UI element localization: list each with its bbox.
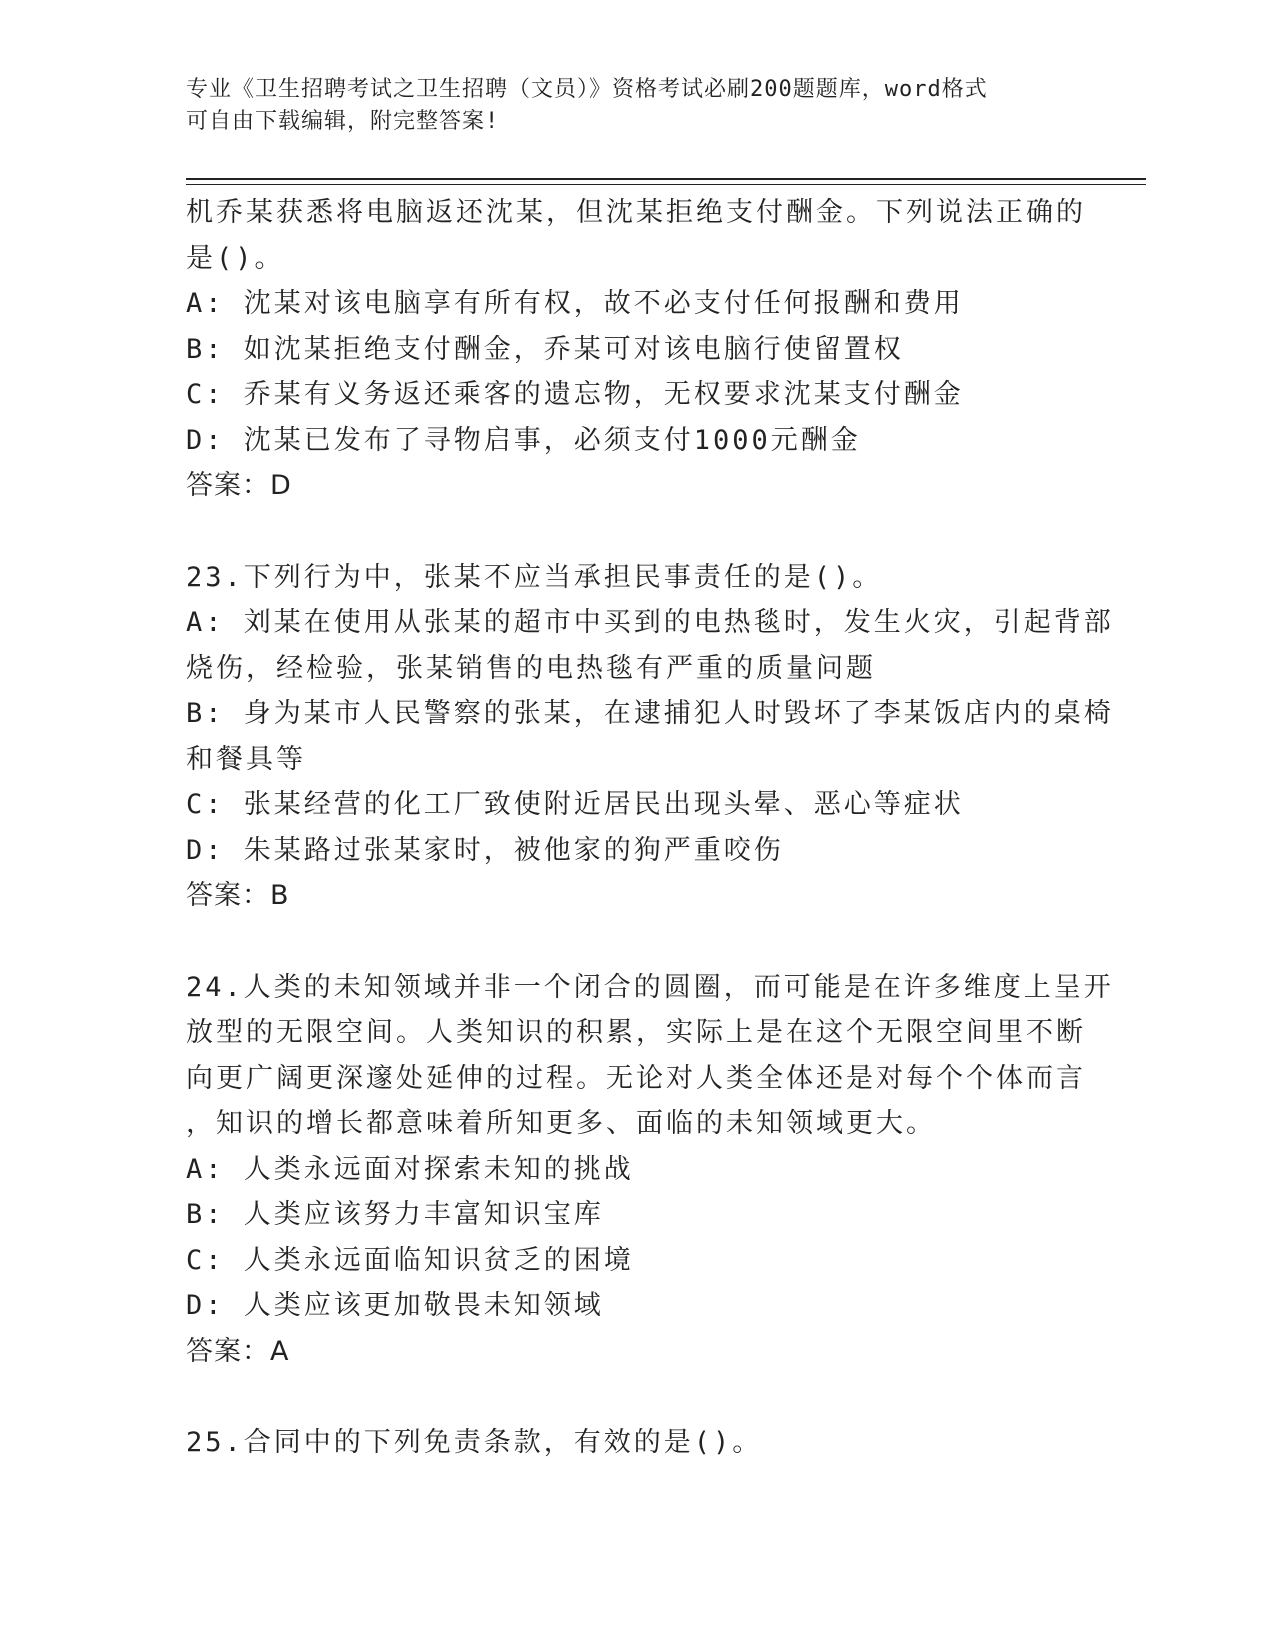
option-a-continued: 烧伤，经检验，张某销售的电热毯有严重的质量问题 bbox=[186, 652, 876, 684]
question-stem-line: 向更广阔更深邃处延伸的过程。无论对人类全体还是对每个个体而言 bbox=[186, 1062, 1086, 1094]
option-a: A: 刘某在使用从张某的超市中买到的电热毯时，发生火灾，引起背部 bbox=[186, 607, 1114, 638]
header-line-1: 专业《卫生招聘考试之卫生招聘（文员）》资格考试必刷200题题库，word格式 bbox=[186, 77, 988, 102]
option-d: D: 人类应该更加敬畏未知领域 bbox=[186, 1290, 604, 1321]
spacer bbox=[186, 1374, 1086, 1420]
question-25 bbox=[186, 1420, 1086, 1466]
answer-line: 答案：D bbox=[186, 470, 292, 501]
spacer bbox=[186, 509, 1086, 555]
option-d: D: 沈某已发布了寻物启事，必须支付1000元酬金 bbox=[186, 424, 861, 456]
document-header bbox=[186, 74, 1066, 138]
option-c: C: 乔某有义务返还乘客的遗忘物，无权要求沈某支付酬金 bbox=[186, 379, 964, 410]
header-rule-thin bbox=[186, 184, 1146, 185]
spacer bbox=[186, 919, 1086, 965]
document-body bbox=[186, 190, 1114, 1466]
question-24 bbox=[186, 965, 1114, 1375]
question-stem-line: 25.合同中的下列免责条款，有效的是()。 bbox=[186, 1427, 763, 1458]
question-stem-line: 放型的无限空间。人类知识的积累，实际上是在这个无限空间里不断 bbox=[186, 1017, 1086, 1048]
option-c: C: 人类永远面临知识贫乏的困境 bbox=[186, 1244, 634, 1276]
header-rule-thick bbox=[186, 178, 1146, 180]
option-d: D: 朱某路过张某家时，被他家的狗严重咬伤 bbox=[186, 834, 784, 866]
option-c: C: 张某经营的化工厂致使附近居民出现头晕、恶心等症状 bbox=[186, 789, 964, 820]
header-line-2: 可自由下载编辑，附完整答案! bbox=[186, 109, 500, 134]
question-stem-line: ，知识的增长都意味着所知更多、面临的未知领域更大。 bbox=[186, 1108, 936, 1139]
question-stem-line: 是()。 bbox=[186, 242, 285, 274]
option-b: B: 如沈某拒绝支付酬金，乔某可对该电脑行使留置权 bbox=[186, 333, 904, 365]
question-stem-line: 24.人类的未知领域并非一个闭合的圆圈，而可能是在许多维度上呈开 bbox=[186, 971, 1114, 1003]
option-b: B: 身为某市人民警察的张某，在逮捕犯人时毁坏了李某饭店内的桌椅 bbox=[186, 698, 1114, 729]
option-a: A: 沈某对该电脑享有所有权，故不必支付任何报酬和费用 bbox=[186, 288, 964, 319]
question-stem-line: 机乔某获悉将电脑返还沈某，但沈某拒绝支付酬金。下列说法正确的 bbox=[186, 197, 1086, 228]
question-22-continued bbox=[186, 190, 1086, 509]
answer-line: 答案：A bbox=[186, 1335, 290, 1367]
option-b-continued: 和餐具等 bbox=[186, 743, 306, 775]
option-a: A: 人类永远面对探索未知的挑战 bbox=[186, 1153, 634, 1185]
question-stem-line: 23.下列行为中，张某不应当承担民事责任的是()。 bbox=[186, 561, 883, 593]
option-b: B: 人类应该努力丰富知识宝库 bbox=[186, 1199, 604, 1230]
answer-line: 答案：B bbox=[186, 880, 290, 911]
question-23 bbox=[186, 555, 1114, 919]
